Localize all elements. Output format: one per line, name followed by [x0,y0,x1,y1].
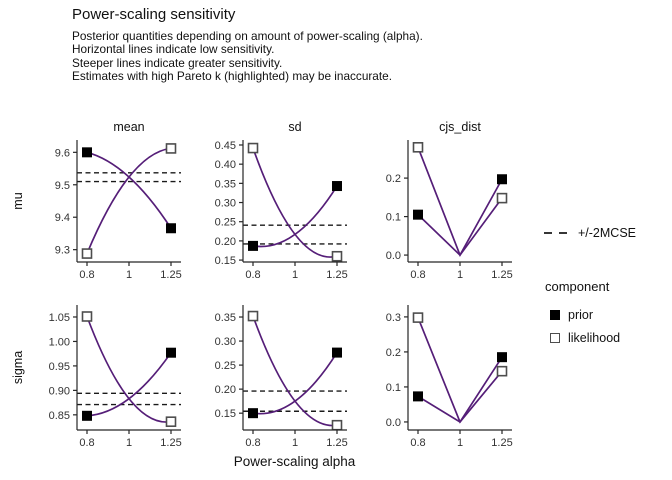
x-tick-label: 1 [125,437,133,449]
y-tick-label: 0.0 [385,250,401,263]
likelihood-marker [414,143,423,152]
y-tick-label: 0.2 [385,346,401,359]
y-tick-label: 0.35 [214,178,236,191]
x-tick-label: 1 [125,269,133,281]
y-tick-label: 9.5 [54,179,70,192]
prior-curve [87,353,171,416]
facet-strip-mean: mean [113,120,145,134]
y-tick-label: 0.1 [385,381,401,394]
y-tick-label: 0.30 [214,336,236,349]
prior-curve [253,186,337,246]
x-tick-label: 0.8 [410,437,426,449]
y-tick-label: 9.4 [54,212,70,225]
prior-curve [253,353,337,414]
prior-marker [83,411,92,420]
y-tick-label: 0.1 [385,211,401,224]
likelihood-marker [249,144,258,153]
prior-marker [167,348,176,357]
legend-component-title: component [545,279,610,294]
x-tick-label: 0.8 [410,269,426,281]
y-tick-label: 0.25 [214,216,236,229]
x-tick-label: 1.25 [326,269,348,281]
x-tick-label: 0.8 [245,437,261,449]
x-tick-label: 0.8 [79,269,95,281]
likelihood-curve [418,318,502,422]
prior-marker [498,353,507,362]
panel-mu-cjs_dist [386,120,513,281]
y-tick-label: 0.15 [214,255,236,268]
y-tick-label: 0.90 [48,385,70,398]
prior-marker [333,348,342,357]
prior-marker [498,175,507,184]
x-tick-label: 1.25 [160,437,182,449]
subtitle-line: Estimates with high Pareto k (highlighted) may be inaccurate. [72,69,392,84]
x-tick-label: 0.8 [79,437,95,449]
legend-item-prior [550,308,593,322]
y-tick-label: 0.0 [385,416,401,429]
likelihood-marker [167,417,176,426]
y-tick-label: 0.20 [214,235,236,248]
y-tick-label: 0.85 [48,409,70,422]
prior-marker [167,224,176,233]
likelihood-marker [414,313,423,322]
open-square-icon [550,333,560,343]
prior-marker [249,409,258,418]
row-label-sigma: sigma [11,350,25,385]
x-tick-label: 1 [456,437,464,449]
panel-mu-mean [55,120,182,281]
x-tick-label: 1.25 [491,437,513,449]
subtitle-line: Horizontal lines indicate low sensitivity. [72,42,275,57]
facet-strip-cjs_dist: cjs_dist [439,120,481,134]
x-axis-title: Power-scaling alpha [233,454,356,469]
y-tick-label: 0.30 [214,197,236,210]
y-tick-label: 0.45 [214,139,236,152]
prior-curve [87,152,171,228]
panel-sigma-cjs_dist [386,305,513,449]
legend-mcse-entry [543,226,636,240]
y-tick-label: 0.15 [214,408,236,421]
facet-strip-sd: sd [288,120,302,134]
x-tick-label: 0.8 [245,269,261,281]
subtitle-line: Steeper lines indicate greater sensitivity. [72,55,283,70]
likelihood-curve [253,148,337,257]
likelihood-marker [249,312,258,321]
y-tick-label: 0.95 [48,360,70,373]
subtitle-line: Posterior quantities depending on amount of power-scaling (alpha). [72,29,423,43]
page-title: Power-scaling sensitivity [72,6,236,23]
likelihood-marker [167,144,176,153]
row-label-mu: mu [11,192,25,210]
y-tick-label: 1.05 [48,311,70,324]
y-tick-label: 0.25 [214,360,236,373]
prior-marker [83,148,92,157]
prior-marker [414,392,423,401]
y-tick-label: 9.3 [54,244,70,257]
x-tick-label: 1.25 [326,437,348,449]
y-tick-label: 0.40 [214,159,236,172]
prior-curve [418,179,502,255]
likelihood-marker [333,252,342,261]
y-tick-label: 9.6 [54,147,70,160]
likelihood-marker [498,194,507,203]
legend-mcse-label: +/-2MCSE [578,226,637,240]
legend-likelihood-label: likelihood [568,331,621,345]
y-tick-label: 0.20 [214,384,236,397]
prior-marker [414,210,423,219]
y-tick-label: 0.35 [214,312,236,325]
legend-item-likelihood [550,331,620,345]
dashed-line-icon [543,231,570,235]
panel-sigma-sd [215,305,348,449]
y-tick-label: 1.00 [48,336,70,349]
x-tick-label: 1 [291,269,299,281]
y-tick-label: 0.3 [385,311,401,324]
likelihood-marker [498,367,507,376]
x-tick-label: 1.25 [160,269,182,281]
likelihood-marker [83,249,92,258]
panel-mu-sd [215,120,348,281]
likelihood-marker [333,421,342,430]
prior-curve [418,357,502,422]
likelihood-curve [87,148,171,253]
x-tick-label: 1 [456,269,464,281]
panel-sigma-mean [49,305,182,449]
legend-prior-label: prior [568,308,594,322]
filled-square-icon [550,310,560,320]
prior-marker [333,182,342,191]
y-tick-label: 0.2 [385,173,401,186]
x-tick-label: 1.25 [491,269,513,281]
x-tick-label: 1 [291,437,299,449]
likelihood-marker [83,312,92,321]
prior-marker [249,241,258,250]
